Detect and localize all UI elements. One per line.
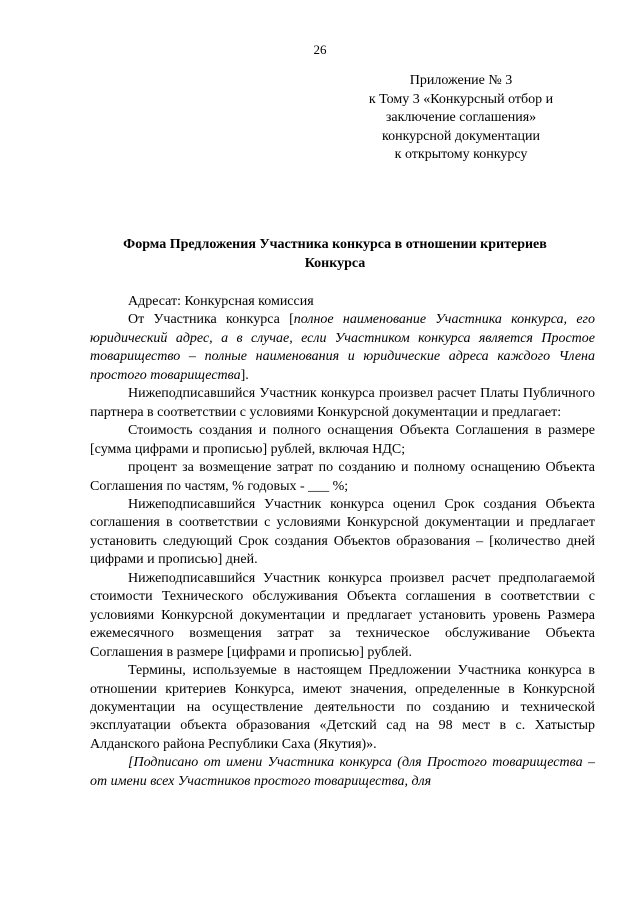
- percent-paragraph: процент за возмещение затрат по созданию и полному оснащению Объекта Соглашения по частям, % годовых - ___ %;: [90, 460, 595, 494]
- from-suffix: ].: [240, 367, 249, 383]
- form-title: [100, 235, 570, 273]
- appendix-line: заключение соглашения»: [385, 110, 537, 126]
- cost-paragraph: Стоимость создания и полного оснащения Объекта Соглашения в размере [сумма цифрами и прописью] рублей, включая НДС;: [90, 423, 595, 457]
- fee-calculation-paragraph: Нижеподписавшийся Участник конкурса произвел расчет Платы Публичного партнера в соответствии с условиями Конкурсной документации и предлагает:: [90, 386, 595, 420]
- maintenance-paragraph: Нижеподписавшийся Участник конкурса произвел расчет предполагаемой стоимости Технического обслуживания Объекта соглашения в соответствии с условиями Конкурсной документации и предлагает установить уровень Размера ежемесячного возмещения затрат за техническое обслуживание Объекта Соглашения в размере [цифрами и прописью] рублей.: [90, 570, 595, 660]
- addressee-line: [90, 293, 595, 311]
- signature-paragraph: [90, 754, 595, 791]
- term-paragraph: Нижеподписавшийся Участник конкурса оценил Срок создания Объекта соглашения в соответствии с условиями Конкурсной документации и предлагает установить следующий Срок создания Объектов образования – [количество дней цифрами и прописью] дней.: [90, 496, 595, 568]
- terms-paragraph: Термины, используемые в настоящем Предложении Участника конкурса в отношении критериев Конкурса, имеют значения, определенные в Конкурсной документации на осуществление деятельности по созданию и технической эксплуатации объекта образования «Детский сад на 98 мест в с. Хатыстыр Алданского района Республики Саха (Якутия)».: [90, 663, 595, 752]
- appendix-line: Приложение № 3: [409, 73, 513, 88]
- appendix-header: [352, 72, 570, 165]
- signature-text: Подписано от имени Участника конкурса (для Простого товарищества – от имени всех Участников простого товарищества, для: [90, 755, 595, 789]
- signature-prefix: [: [128, 755, 134, 771]
- appendix-line: к Тому 3 «Конкурсный отбор и: [368, 91, 554, 107]
- page-number: 26: [313, 42, 327, 57]
- appendix-line: конкурсной документации: [382, 128, 540, 144]
- addressee-text: Адресат: Конкурсная комиссия: [128, 294, 314, 309]
- from-prefix: От Участника конкурса [: [128, 312, 294, 328]
- document-body: [90, 293, 595, 791]
- from-paragraph: [90, 311, 595, 385]
- form-title-line-2: Конкурса: [304, 256, 366, 271]
- participant-placeholder: полное наименование Участника конкурса, его юридический адрес, а в случае, если Участником конкурса является Простое товарищество – полные наименования и юридические адреса каждого Члена простого товарищества: [90, 312, 595, 383]
- appendix-line: к открытому конкурсу: [394, 147, 528, 163]
- form-title-line-1: Форма Предложения Участника конкурса в отношении критериев: [123, 237, 547, 252]
